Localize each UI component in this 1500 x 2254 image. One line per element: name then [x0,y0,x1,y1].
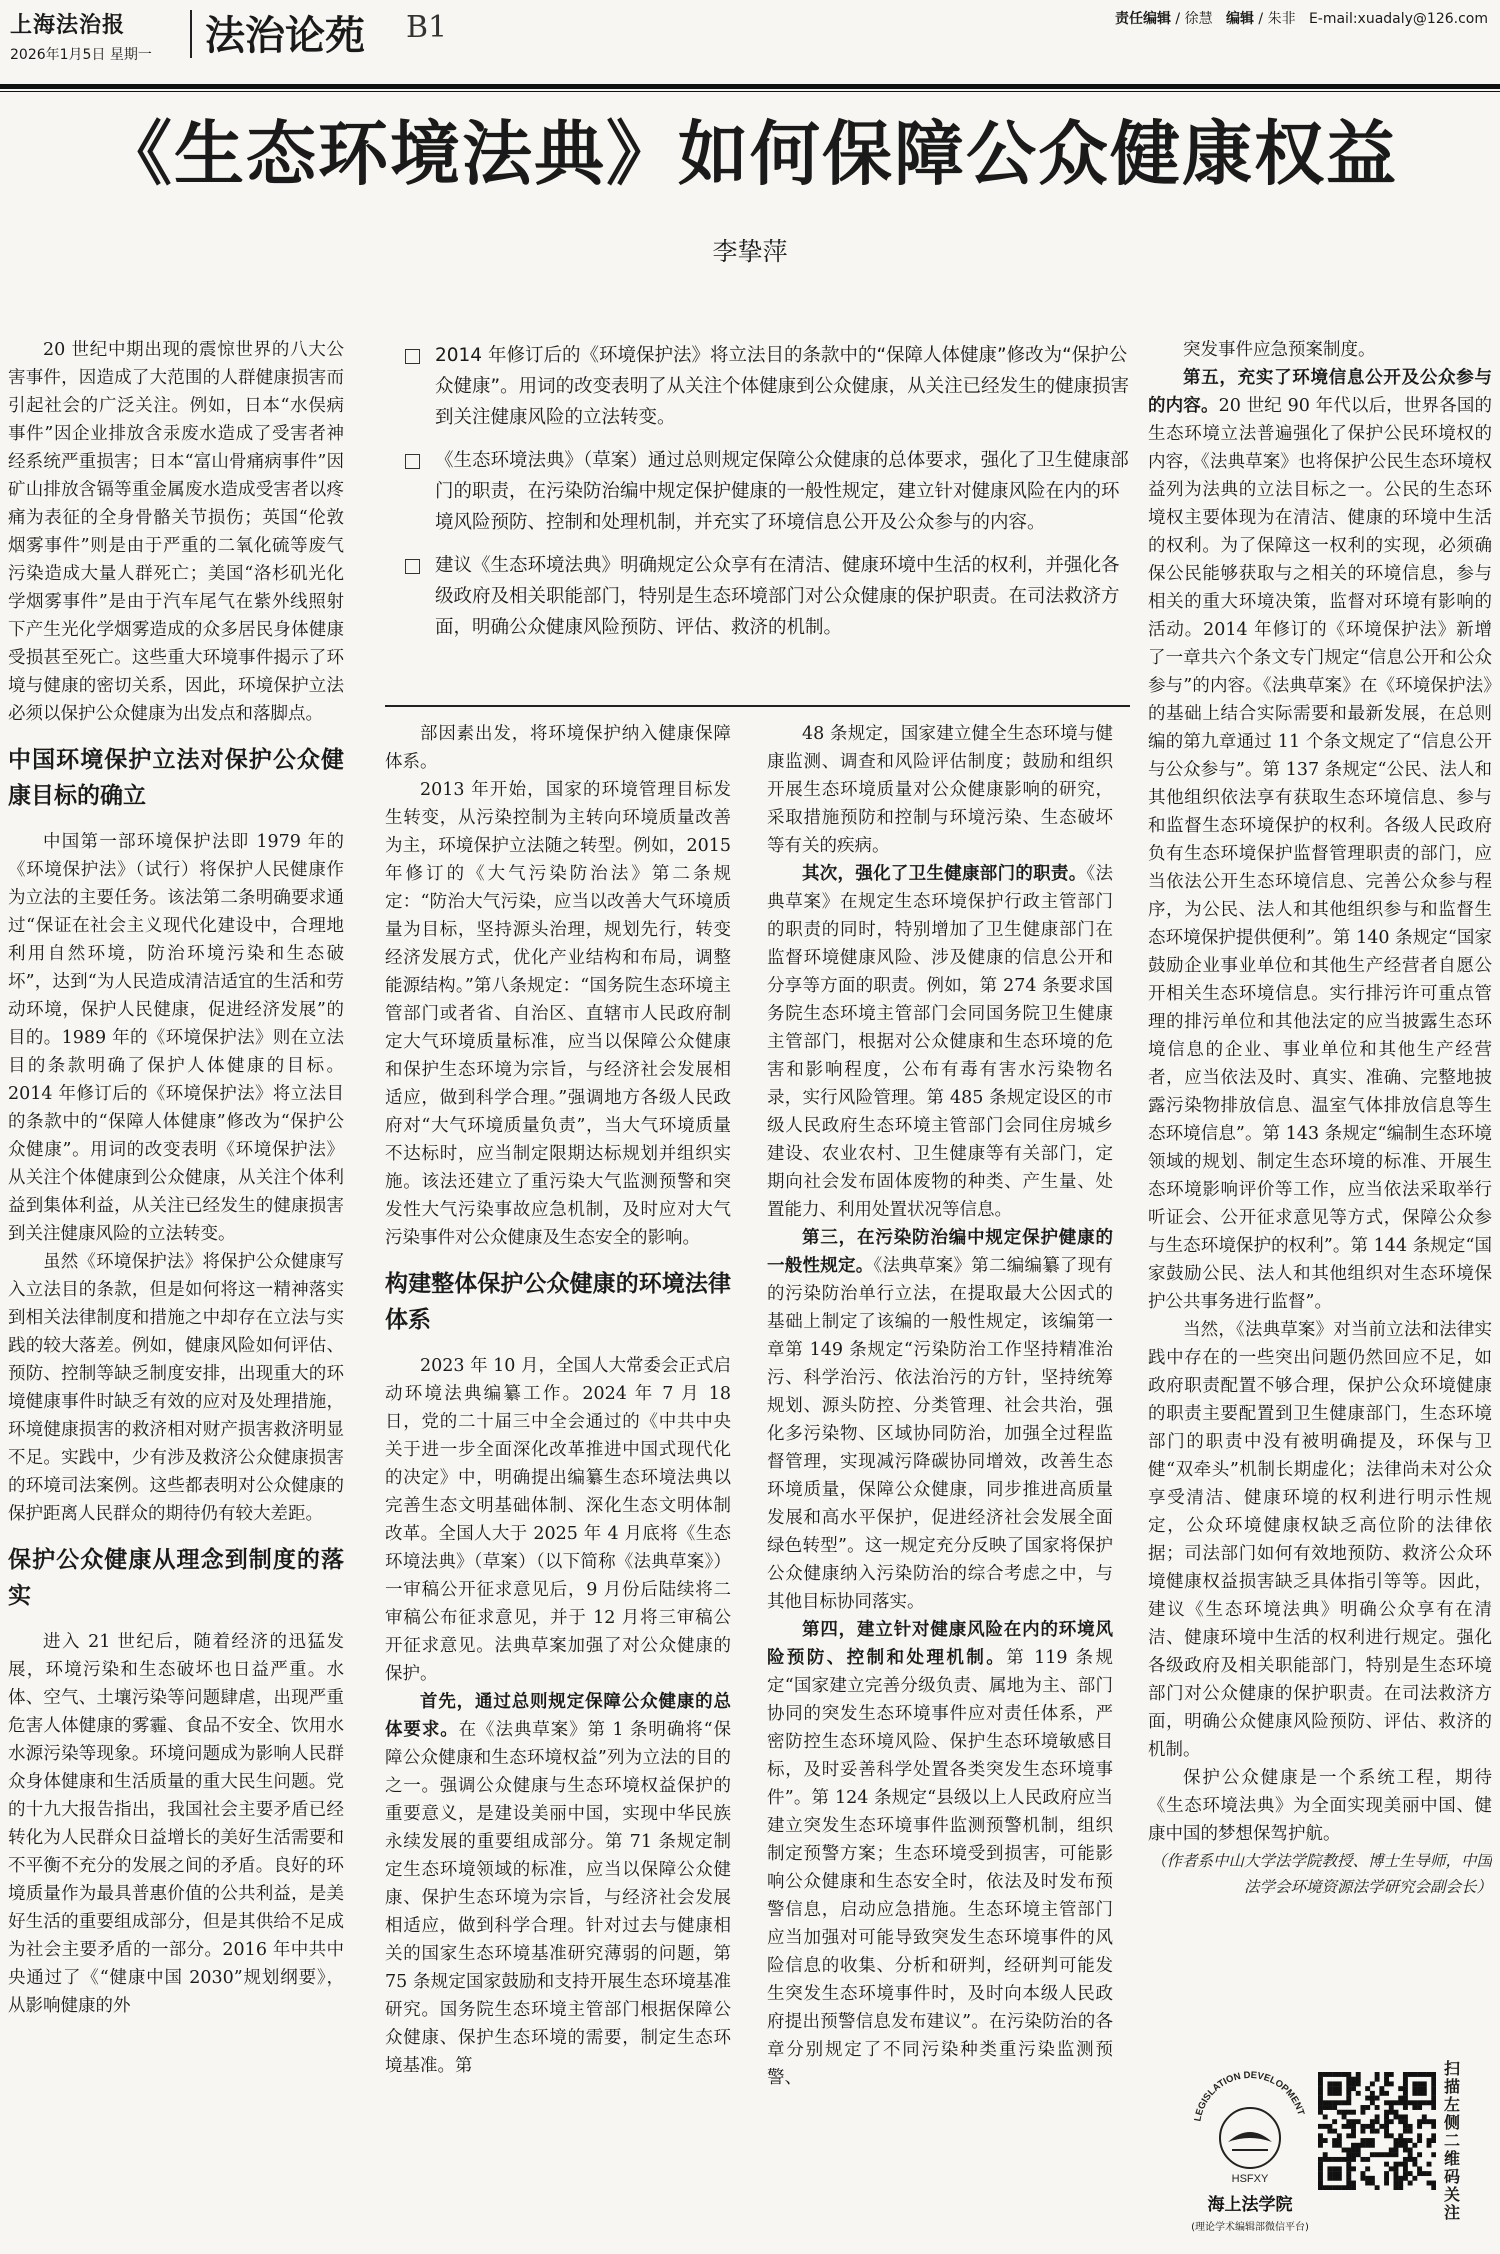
bullet-square-icon [405,559,420,574]
article-author: 李挚萍 [712,237,788,266]
duty-editor-name: 徐慧 [1184,11,1213,27]
section-heading: 中国环境保护立法对保护公众健康目标的确立 [8,747,344,809]
article-column-4 [1148,336,1492,2036]
masthead-rule [0,84,1500,89]
paragraph: 20 世纪中期出现的震惊世界的八大公害事件，因造成了大范围的人群健康损害而引起社会的广泛关注。例如，日本“水俣病事件”因企业排放含汞废水造成了受害者神经系统严重损害；日本“富山骨痛病事件”因矿山排放含镉等重金属废水造成受害者以疼痛为表征的全身骨骼关节损伤；英国“伦敦烟雾事件”则是由于严重的二氧化硫等废气污染造成大量人群死亡；美国“洛杉矶光化学烟雾事件”是由于汽车尾气在紫外线照射下产生光化学烟雾造成的众多居民身体健康受损甚至死亡。这些重大环境事件揭示了环境与健康的密切关系，因此，环境保护立法必须以保护公众健康为出发点和落脚点。 [8,340,344,724]
article-column-1 [8,336,344,2253]
paragraph [767,1224,1113,1616]
paragraph: 2023 年 10 月，全国人大常委会正式启动环境法典编纂工作。2024 年 7 月 18 日，党的二十届三中全会通过的《中共中央关于进一步全面深化改革推进中国式现代化的决定》中，明确提出编纂生态环境法典以完善生态文明基础体制、深化生态文明体制改革。全国人大于 2025 年 4 月底将《生态环境法典》（草案）（以下简称《法典草案》）一审稿公开征求意见后，9 月份后陆续将二审稿公布征求意见，并于 12 月将三审稿公开征求意见。法典草案加强了对公众健康的保护。 [385,1356,731,1684]
editor-email[interactable]: E-mail:xuadaly@126.com [1308,11,1488,27]
key-point [385,445,1130,538]
qr-code[interactable] [1318,2072,1436,2190]
logo-arc-text: LEGISLATION DEVELOPMENT [1192,2069,1307,2123]
paragraph: 进入 21 世纪后，随着经济的迅猛发展，环境污染和生态破坏也日益严重。水体、空气、土壤污染等问题肆虐，出现严重危害人体健康的雾霾、食品不安全、饮用水水源污染等现象。环境问题成为影响人民群众身体健康和生活质量的重大民生问题。党的十九大报告指出，我国社会主要矛盾已经转化为人民群众日益增长的美好生活需要和不平衡不充分的发展之间的矛盾。良好的环境质量作为最具普惠价值的公共利益，是美好生活的重要组成部分，但是其供给不足成为社会主要矛盾的一部分。2016 年中共中央通过了《“健康中国 2030”规划纲要》，从影响健康的外 [8,1632,344,2016]
duty-editor-label: 责任编辑 [1114,11,1171,27]
paragraph: 突发事件应急预案制度。 [1183,340,1376,360]
paragraph [385,1688,731,2080]
editor-name: 朱非 [1267,11,1296,27]
paper-name: 上海法治报 [10,12,126,38]
lead-in: 其次，强化了卫生健康部门的职责。 [802,864,1087,884]
paragraph [767,1616,1113,2092]
masthead-divider [190,10,192,58]
paragraph-body: 20 世纪 90 年代以后，世界各国的生态环境立法普遍强化了保护公民环境权的内容，《法典草案》也将保护公民生态环境权益列为法典的立法目标之一。公民的生态环境权主要体现为在清洁、健康的环境中生活的权利。为了保障这一权利的实现，必须确保公民能够获取与之相关的环境信息，参与相关的重大环境决策，监督对环境有影响的活动。2014 年修订的《环境保护法》新增了一章共六个条文专门规定“信息公开和公众参与”的内容。《法典草案》在《环境保护法》的基础上结合实际需要和最新发展，在总则编的第九章通过 11 个条文规定了“信息公开与公众参与”。第 137 条规定“公民、法人和其他组织依法享有获取生态环境信息、参与和监督生态环境保护的权利。各级人民政府负有生态环境保护监督管理职责的部门，应当依法公开生态环境信息、完善公众参与程序，为公民、法人和其他组织参与和监督生态环境保护提供便利”。第 140 条规定“国家鼓励企业事业单位和其他生产经营者自愿公开相关生态环境信息。实行排污许可重点管理的排污单位和其他法定的应当披露生态环境信息的企业、事业单位和其他生产经营者，应当依法及时、真实、准确、完整地披露污染物排放信息、温室气体排放信息等生态环境信息”。第 143 条规定“编制生态环境领域的规划、制定生态环境的标准、开展生态环境影响评价等工作，应当依法采取举行听证会、公开征求意见等方式，保障公众参与生态环境保护的权利”。第 144 条规定“国家鼓励公民、法人和其他组织对生态环境保护公共事务进行监督”。 [1148,396,1492,1312]
qr-code-icon [1318,2072,1436,2190]
section-heading: 保护公众健康从理念到制度的落实 [8,1547,344,1609]
key-point-text: 2014 年修订后的《环境保护法》将立法目的条款中的“保障人体健康”修改为“保护公众健康”。用词的改变表明了从关注个体健康到公众健康，从关注已经发生的健康损害到关注健康风险的立法转变。 [435,345,1130,428]
section-heading: 构建整体保护公众健康的环境法律体系 [385,1271,731,1333]
svg-text:LEGISLATION DEVELOPMENT [1192,2070,1306,2122]
article-column-2 [385,720,731,2253]
paragraph: 保护公众健康是一个系统工程，期待《生态环境法典》为全面实现美丽中国、健康中国的梦想保驾护航。 [1148,1768,1492,1844]
paragraph-body: 第 119 条规定“国家建立完善分级负责、属地为主、部门协同的突发生态环境事件应对责任体系，严密防控生态环境风险、保护生态环境敏感目标，及时妥善科学处置各类突发生态环境事件”。第 124 条规定“县级以上人民政府应当建立突发生态环境事件监测预警机制，组织制定预警方案；生态环境受到损害，可能影响公众健康和生态安全时，依法及时发布预警信息，启动应急措施。生态环境主管部门应当加强对可能导致突发生态环境事件的风险信息的收集、分析和研判，经研判可能发生突发生态环境事件时，及时向本级人民政府提出预警信息发布建议”。在污染防治的各章分别规定了不同污染种类重污染监测预警、 [767,1648,1113,2088]
lead-in: 第四，建立针对健康风险在内的环境风险预防、控制和处理机制。 [767,1620,1113,1668]
author-note: （作者系中山大学法学院教授、博士生导师，中国法学会环境资源法学研究会副会长） [1150,1852,1492,1896]
paragraph: 当然，《法典草案》对当前立法和法律实践中存在的一些突出问题仍然回应不足，如政府职责配置不够合理，保护公众环境健康的职责主要配置到卫生健康部门，生态环境部门的职责中没有被明确提及，环保与卫健“双牵头”机制长期虚化；法律尚未对公众享受清洁、健康环境的权利进行明示性规定，公众环境健康权缺乏高位阶的法律依据；司法部门如何有效地预防、救济公众环境健康权益损害缺乏具体指引等等。因此，建议《生态环境法典》明确公众享有在清洁、健康环境中生活的权利进行规定。强化各级政府及相关职能部门，特别是生态环境部门对公众健康的保护职责。在司法救济方面，明确公众健康风险预防、评估、救济的机制。 [1148,1320,1492,1760]
key-point [385,550,1130,643]
logo-name: 海上法学院 [1207,2195,1293,2215]
paragraph [767,860,1113,1224]
page-number: B1 [406,10,448,45]
lead-in: 第三，在污染防治编中规定保护健康的一般性规定。 [767,1228,1113,1276]
key-point-text: 建议《生态环境法典》明确规定公众享有在清洁、健康环境中生活的权利，并强化各级政府及相关职能部门，特别是生态环境部门对公众健康的保护职责。在司法救济方面，明确公众健康风险预防、评估、救济的机制。 [435,555,1120,638]
section-name: 法治论苑 [205,13,365,59]
article-column-3 [767,720,1113,2253]
logo-subtitle: (理论学术编辑部微信平台) [1191,2222,1309,2233]
paragraph: 48 条规定，国家建立健全生态环境与健康监测、调查和风险评估制度；鼓励和组织开展生态环境质量对公众健康影响的研究，采取措施预防和控制与环境污染、生态破坏等有关的疾病。 [767,724,1113,856]
paragraph: 部因素出发，将环境保护纳入健康保障体系。 [385,724,731,772]
law-school-logo [1178,2050,1323,2250]
key-point [385,340,1130,433]
key-point-text: 《生态环境法典》（草案）通过总则规定保障公众健康的总体要求，强化了卫生健康部门的职责，在污染防治编中规定保护健康的一般性规定，建立针对健康风险在内的环境风险预防、控制和处理机制，并充实了环境信息公开及公众参与的内容。 [435,450,1129,533]
lead-in: 首先，通过总则规定保障公众健康的总体要求。 [385,1692,731,1740]
paragraph [1148,364,1492,1316]
issue-date: 2026年1月5日 星期一 [10,47,152,63]
article-headline: 《生态环境法典》如何保障公众健康权益 [102,113,1398,195]
paragraph: 虽然《环境保护法》将保护公众健康写入立法目的条款，但是如何将这一精神落实到相关法律制度和措施之中却存在立法与实践的较大落差。例如，健康风险如何评估、预防、控制等缺乏制度安排，出现重大的环境健康事件时缺乏有效的应对及处理措施，环境健康损害的救济相对财产损害救济明显不足。实践中，少有涉及救济公众健康损害的环境司法案例。这些都表明对公众健康的保护距离人民群众的期待仍有较大差距。 [8,1252,344,1524]
paragraph: 2013 年开始，国家的环境管理目标发生转变，从污染控制为主转向环境质量改善为主，环境保护立法随之转型。例如，2015 年修订的《大气污染防治法》第二条规定：“防治大气污染，应当以改善大气环境质量为目标，坚持源头治理，规划先行，转变经济发展方式，优化产业结构和布局，调整能源结构。”第八条规定：“国务院生态环境主管部门或者省、自治区、直辖市人民政府制定大气环境质量标准，应当以保障公众健康和保护生态环境为宗旨，与经济社会发展相适应，做到科学合理。”强调地方各级人民政府对“大气环境质量负责”，当大气环境质量不达标时，应当制定限期达标规划并组织实施。该法还建立了重污染大气监测预警和突发性大气污染事故应急机制，及时应对大气污染事件对公众健康及生态安全的影响。 [385,780,731,1248]
editor-label: 编辑 [1225,11,1254,27]
lead-in: 第五，充实了环境信息公开及公众参与的内容。 [1148,368,1492,416]
masthead [0,0,1500,88]
paragraph-body: 《法典草案》在规定生态环境保护行政主管部门的职责的同时，特别增加了卫生健康部门在监督环境健康风险、涉及健康的信息公开和分享等方面的职责。例如，第 274 条要求国务院生态环境主管部门会同国务院卫生健康主管部门，根据对公众健康和生态环境的危害和影响程度，公布有毒有害水污染物名录，实行风险管理。第 485 条规定设区的市级人民政府生态环境主管部门会同住房城乡建设、农业农村、卫生健康等有关部门，定期向社会发布固体废物的种类、产生量、处置能力、利用处置状况等信息。 [767,864,1113,1220]
logo-center-text: HSFXY [1231,2173,1269,2185]
paragraph-body: 在《法典草案》第 1 条明确将“保障公众健康和生态环境权益”列为立法的目的之一。强调公众健康与生态环境权益保护的重要意义，是建设美丽中国，实现中华民族永续发展的重要组成部分。第 71 条规定制定生态环境领域的标准，应当以保障公众健康、保护生态环境为宗旨，与经济社会发展相适应，做到科学合理。针对过去与健康相关的国家生态环境基准研究薄弱的问题，第 75 条规定国家鼓励和支持开展生态环境基准研究。国务院生态环境主管部门根据保障公众健康、保护生态环境的需要，制定生态环境基准。第 [385,1720,731,2076]
key-points-box [385,340,1130,700]
logo-emblem-icon [1178,2050,1323,2250]
masthead-rule-thin [0,91,1500,92]
key-points-divider [385,705,1130,707]
bullet-square-icon [405,454,420,469]
bullet-square-icon [405,349,420,364]
editor-credits: 责任编辑 / 徐慧 编辑 / 朱非 E-mail:xuadaly@126.com [1114,11,1488,27]
scan-instruction: 扫描左侧二维码关注 [1444,2059,1461,2222]
paragraph-body: 《法典草案》第二编编纂了现有的污染防治单行立法，在提取最大公因式的基础上制定了该编的一般性规定，该编第一章第 149 条规定“污染防治工作坚持精准治污、科学治污、依法治污的方针，坚持统筹规划、源头防控、分类管理、社会共治，强化多污染物、区域协同防治，加强全过程监督管理，实现减污降碳协同增效，改善生态环境质量，保障公众健康，同步推进高质量发展和高水平保护，促进经济社会发展全面绿色转型”。这一规定充分反映了国家将保护公众健康纳入污染防治的综合考虑之中，与其他目标协同落实。 [767,1256,1113,1612]
paragraph: 中国第一部环境保护法即 1979 年的《环境保护法》（试行）将保护人民健康作为立法的主要任务。该法第二条明确要求通过“保证在社会主义现代化建设中，合理地利用自然环境，防治环境污染和生态破坏”，达到“为人民造成清洁适宜的生活和劳动环境，保护人民健康，促进经济发展”的目的。1989 年的《环境保护法》则在立法目的条款明确了保护人体健康的目标。2014 年修订后的《环境保护法》将立法目的条款中的“保障人体健康”修改为“保护公众健康”。用词的改变表明《环境保护法》从关注个体健康到公众健康，从关注个体利益到集体利益，从关注已经发生的健康损害到关注健康风险的立法转变。 [8,832,344,1244]
